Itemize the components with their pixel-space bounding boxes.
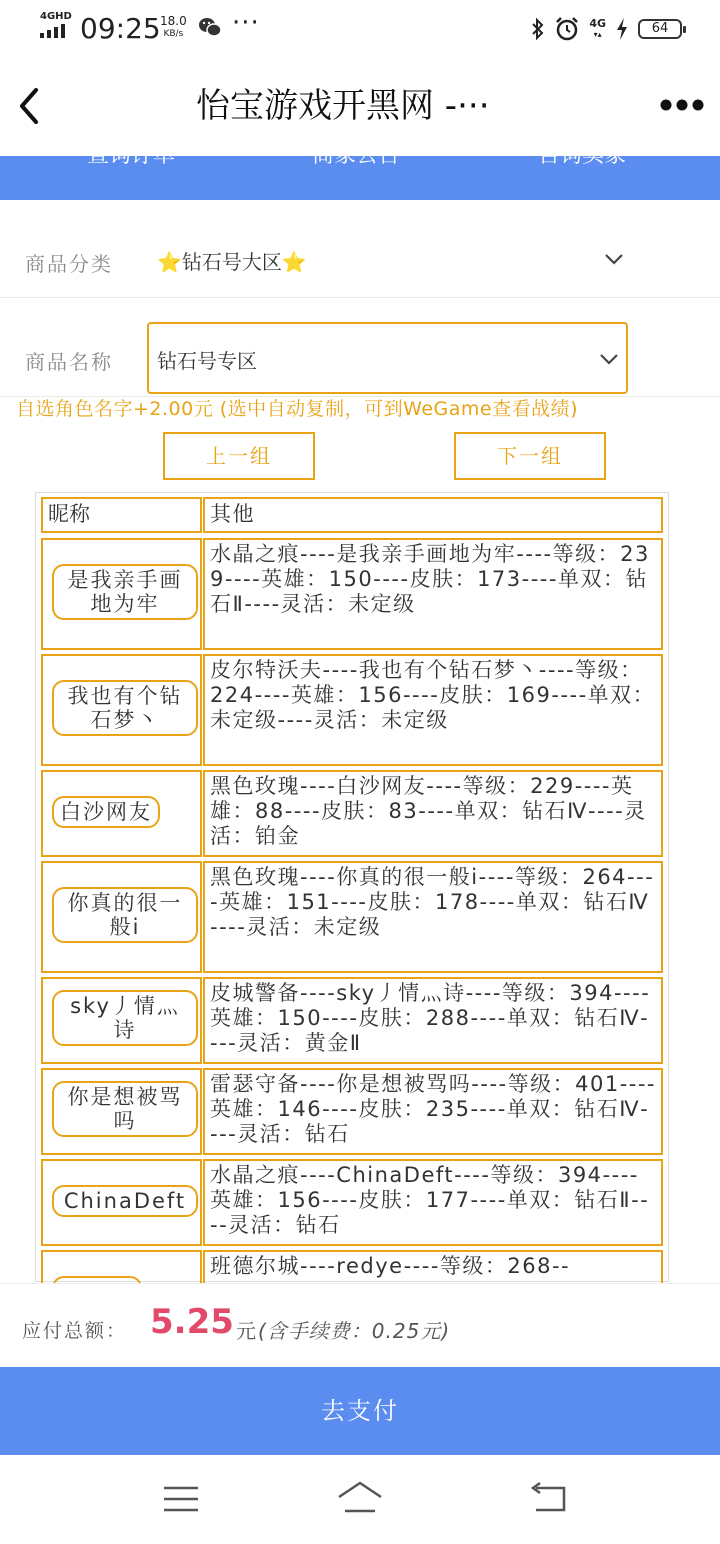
other-cell: 黑色玫瑰----你真的很一般i----等级：264----英雄：151----皮肤：178----单双：钻石Ⅳ----灵活：未定级 [203,861,663,973]
header-nick: 昵称 [41,497,202,533]
clock: 09:25 [80,12,161,45]
nick-cell [41,977,202,1064]
home-icon[interactable] [335,1479,385,1519]
other-cell: 水晶之痕----ChinaDeft----等级：394----英雄：156----皮肤：177----单双：钻石Ⅱ----灵活：钻石 [203,1159,663,1246]
tab-contact-seller[interactable]: 咨询卖家 [538,143,627,168]
battery-indicator: 64 [638,19,682,39]
product-name-label: 商品名称 [25,350,113,374]
total-amount: 5.25 [150,1302,234,1342]
more-icon[interactable] [658,90,706,120]
other-cell: 皮尔特沃夫----我也有个钻石梦丶----等级：224----英雄：156----皮肤：169----单双：未定级----灵活：未定级 [203,654,663,766]
other-cell: 班德尔城----redye----等级：268-- [203,1250,663,1337]
nick-copy-button[interactable]: 你是想被骂吗 [52,1081,198,1137]
charging-icon [616,18,628,40]
title-bar [0,56,720,156]
next-group-button[interactable]: 下一组 [454,432,606,480]
bluetooth-icon [531,18,545,40]
category-select[interactable]: ⭐钻石号大区⭐ [157,250,307,274]
nick-copy-button[interactable]: ChinaDeft [52,1185,198,1217]
chevron-down-icon[interactable] [603,252,625,266]
nick-copy-button[interactable]: 白沙网友 [52,796,160,828]
page-title: 怡宝游戏开黑网 -··· [196,86,490,126]
tab-strip [0,143,720,200]
nick-cell [41,770,202,857]
other-cell: 雷瑟守备----你是想被骂吗----等级：401----英雄：146----皮肤：235----单双：钻石Ⅳ----灵活：钻石 [203,1068,663,1155]
fee-note: (含手续费：0.25元) [258,1319,451,1343]
status-more: ··· [232,8,260,38]
chevron-down-icon [598,352,620,366]
wechat-icon [198,16,222,38]
nick-copy-button[interactable]: 是我亲手画地为牢 [52,564,198,620]
nick-cell [41,1068,202,1155]
nick-cell [41,861,202,973]
custom-name-notice: 自选角色名字+2.00元 (选中自动复制，可到WeGame查看战绩) [16,398,579,420]
total-bar [0,1283,720,1368]
nick-cell [41,1159,202,1246]
back-icon[interactable] [10,78,56,134]
nick-copy-button[interactable]: 你真的很一般i [52,887,198,943]
total-label: 应付总额： [22,1320,128,1342]
tab-query-order[interactable]: 查询订单 [87,143,176,168]
network-speed [160,15,187,41]
nick-copy-button[interactable]: 我也有个钻石梦丶 [52,680,198,736]
nick-cell [41,654,202,766]
alarm-icon [555,17,579,41]
status-bar [0,0,720,56]
speed-unit: KB/s [163,29,184,39]
total-unit: 元 [236,1319,256,1343]
status-right [531,14,682,44]
header-other: 其他 [203,497,663,533]
account-table [35,492,669,1282]
mobile-data [589,18,606,40]
divider [0,297,720,298]
signal-icon [40,24,70,38]
nick-cell [41,538,202,650]
other-cell: 黑色玫瑰----白沙网友----等级：229----英雄：88----皮肤：83----单双：钻石Ⅳ----灵活：铂金 [203,770,663,857]
mobile-data-label: 4G [589,17,606,30]
product-name-select[interactable] [147,322,628,394]
menu-icon[interactable] [156,1479,206,1519]
prev-group-button[interactable]: 上一组 [163,432,315,480]
speed-value: 18.0 [160,14,187,28]
pay-button[interactable]: 去支付 [0,1367,720,1455]
category-label: 商品分类 [25,252,113,276]
other-cell: 皮城警备----sky丿情灬诗----等级：394----英雄：150----皮肤：288----单双：钻石Ⅳ----灵活：黄金Ⅱ [203,977,663,1064]
nick-copy-button[interactable]: sky丿情灬诗 [52,990,198,1046]
system-nav-bar [0,1455,720,1544]
data-arrows: ▾▴ [593,30,602,39]
product-name-value: 钻石号专区 [157,349,257,373]
other-cell: 水晶之痕----是我亲手画地为牢----等级：239----英雄：150----皮肤：173----单双：钻石Ⅱ----灵活：未定级 [203,538,663,650]
network-type: 4GHD [40,11,72,22]
tab-merchant-notice[interactable]: 商家公告 [312,143,401,168]
return-icon[interactable] [524,1479,574,1519]
